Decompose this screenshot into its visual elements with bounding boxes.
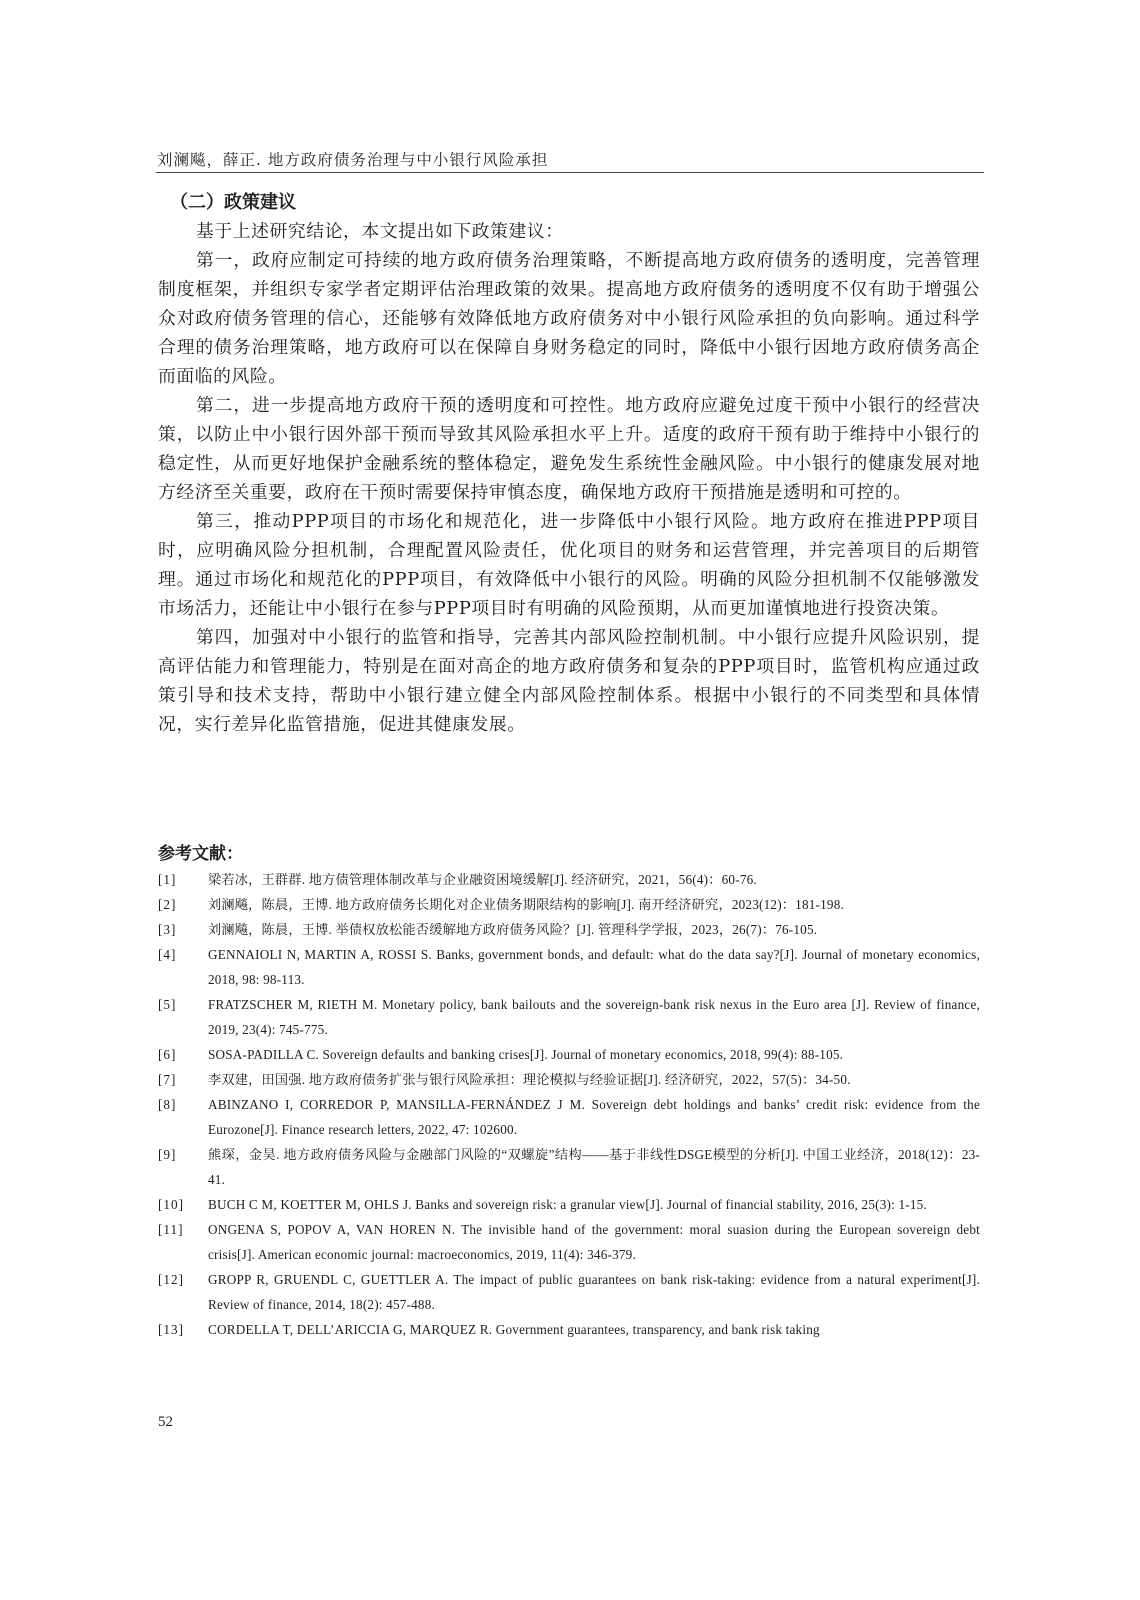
- reference-number: [2]: [158, 897, 177, 912]
- reference-number: [3]: [158, 922, 177, 937]
- section-heading: （二）政策建议: [170, 192, 296, 213]
- reference-text: ABINZANO I, CORREDOR P, MANSILLA-FERNÁNDEZ J M. Sovereign debt holdings and banks’ credit risk: evidence from the Eurozone[J]. Finance research letters, 2022, 47: 102600.: [208, 1097, 980, 1137]
- reference-number: [7]: [158, 1072, 177, 1087]
- reference-item: [158, 942, 980, 992]
- reference-text: 熊琛，金昊. 地方政府债务风险与金融部门风险的“双螺旋”结构——基于非线性DSGE模型的分析[J]. 中国工业经济，2018(12)：23-41.: [208, 1147, 980, 1187]
- reference-item: [158, 1267, 980, 1317]
- reference-number: [10]: [158, 1197, 184, 1212]
- reference-number: [9]: [158, 1147, 177, 1162]
- reference-item: [158, 992, 980, 1042]
- paragraph-third: 第三，推动PPP项目的市场化和规范化，进一步降低中小银行风险。地方政府在推进PPP项目时，应明确风险分担机制，合理配置风险责任，优化项目的财务和运营管理，并完善项目的后期管理。通过市场化和规范化的PPP项目，有效降低中小银行的风险。明确的风险分担机制不仅能够激发市场活力，还能让中小银行在参与PPP项目时有明确的风险预期，从而更加谨慎地进行投资决策。: [158, 511, 980, 619]
- paragraph-fourth: 第四，加强对中小银行的监管和指导，完善其内部风险控制机制。中小银行应提升风险识别，提高评估能力和管理能力，特别是在面对高企的地方政府债务和复杂的PPP项目时，监管机构应通过政策引导和技术支持，帮助中小银行建立健全内部风险控制体系。根据中小银行的不同类型和具体情况，实行差异化监管措施，促进其健康发展。: [158, 627, 980, 735]
- reference-item: [158, 867, 980, 892]
- reference-text: 刘澜飚，陈晨，王博. 举债权放松能否缓解地方政府债务风险？[J]. 管理科学学报，2023，26(7)：76-105.: [208, 922, 818, 937]
- reference-number: [4]: [158, 947, 177, 962]
- reference-item: [158, 892, 980, 917]
- reference-item: [158, 1067, 980, 1092]
- reference-item: [158, 1142, 980, 1192]
- reference-text: BUCH C M, KOETTER M, OHLS J. Banks and sovereign risk: a granular view[J]. Journal of financial stability, 2016, 25(3): 1-15.: [208, 1197, 927, 1212]
- reference-text: 李双建，田国强. 地方政府债务扩张与银行风险承担：理论模拟与经验证据[J]. 经济研究，2022，57(5)：34-50.: [208, 1072, 851, 1087]
- reference-item: [158, 1217, 980, 1267]
- reference-number: [12]: [158, 1272, 184, 1287]
- body-text: [158, 188, 980, 739]
- reference-item: [158, 917, 980, 942]
- reference-item: [158, 1042, 980, 1067]
- paragraph-intro: 基于上述研究结论，本文提出如下政策建议：: [196, 221, 564, 242]
- page-number: 52: [158, 1414, 173, 1430]
- paragraph-first: 第一，政府应制定可持续的地方政府债务治理策略，不断提高地方政府债务的透明度，完善管理制度框架，并组织专家学者定期评估治理政策的效果。提高地方政府债务的透明度不仅有助于增强公众对政府债务管理的信心，还能够有效降低地方政府债务对中小银行风险承担的负向影响。通过科学合理的债务治理策略，地方政府可以在保障自身财务稳定的同时，降低中小银行因地方政府债务高企而面临的风险。: [158, 250, 980, 387]
- reference-number: [6]: [158, 1047, 177, 1062]
- reference-text: GENNAIOLI N, MARTIN A, ROSSI S. Banks, government bonds, and default: what do the data say?[J]. Journal of monetary economics, 2018, 98: 98-113.: [208, 947, 980, 987]
- reference-number: [11]: [158, 1222, 184, 1237]
- reference-text: CORDELLA T, DELL’ARICCIA G, MARQUEZ R. Government guarantees, transparency, and bank risk taking: [208, 1322, 820, 1337]
- reference-text: FRATZSCHER M, RIETH M. Monetary policy, bank bailouts and the sovereign-bank risk nexus in the Euro area [J]. Review of finance, 2019, 23(4): 745-775.: [208, 997, 980, 1037]
- reference-list: [158, 867, 980, 1342]
- reference-number: [5]: [158, 997, 177, 1012]
- reference-item: [158, 1092, 980, 1142]
- paragraph-second: 第二，进一步提高地方政府干预的透明度和可控性。地方政府应避免过度干预中小银行的经营决策，以防止中小银行因外部干预而导致其风险承担水平上升。适度的政府干预有助于维持中小银行的稳定性，从而更好地保护金融系统的整体稳定，避免发生系统性金融风险。中小银行的健康发展对地方经济至关重要，政府在干预时需要保持审慎态度，确保地方政府干预措施是透明和可控的。: [158, 395, 980, 503]
- reference-text: 梁若冰，王群群. 地方债管理体制改革与企业融资困境缓解[J]. 经济研究，2021，56(4)：60-76.: [208, 872, 757, 887]
- header-rule: [156, 172, 984, 173]
- running-head: 刘澜飚，薛正. 地方政府债务治理与中小银行风险承担: [157, 151, 549, 169]
- reference-text: GROPP R, GRUENDL C, GUETTLER A. The impact of public guarantees on bank risk-taking: evidence from a natural experiment[J]. Review of finance, 2014, 18(2): 457-488.: [208, 1272, 980, 1312]
- reference-item: [158, 1317, 980, 1342]
- reference-text: 刘澜飚，陈晨，王博. 地方政府债务长期化对企业债务期限结构的影响[J]. 南开经济研究，2023(12)：181-198.: [208, 897, 845, 912]
- reference-text: ONGENA S, POPOV A, VAN HOREN N. The invisible hand of the government: moral suasion during the European sovereign debt crisis[J]. American economic journal: macroeconomics, 2019, 11(4): 346-379.: [208, 1222, 980, 1262]
- reference-number: [1]: [158, 872, 177, 887]
- reference-number: [13]: [158, 1322, 184, 1337]
- reference-number: [8]: [158, 1097, 177, 1112]
- references-heading: 参考文献：: [158, 844, 243, 864]
- reference-text: SOSA-PADILLA C. Sovereign defaults and banking crises[J]. Journal of monetary economics, 2018, 99(4): 88-105.: [208, 1047, 844, 1062]
- reference-item: [158, 1192, 980, 1217]
